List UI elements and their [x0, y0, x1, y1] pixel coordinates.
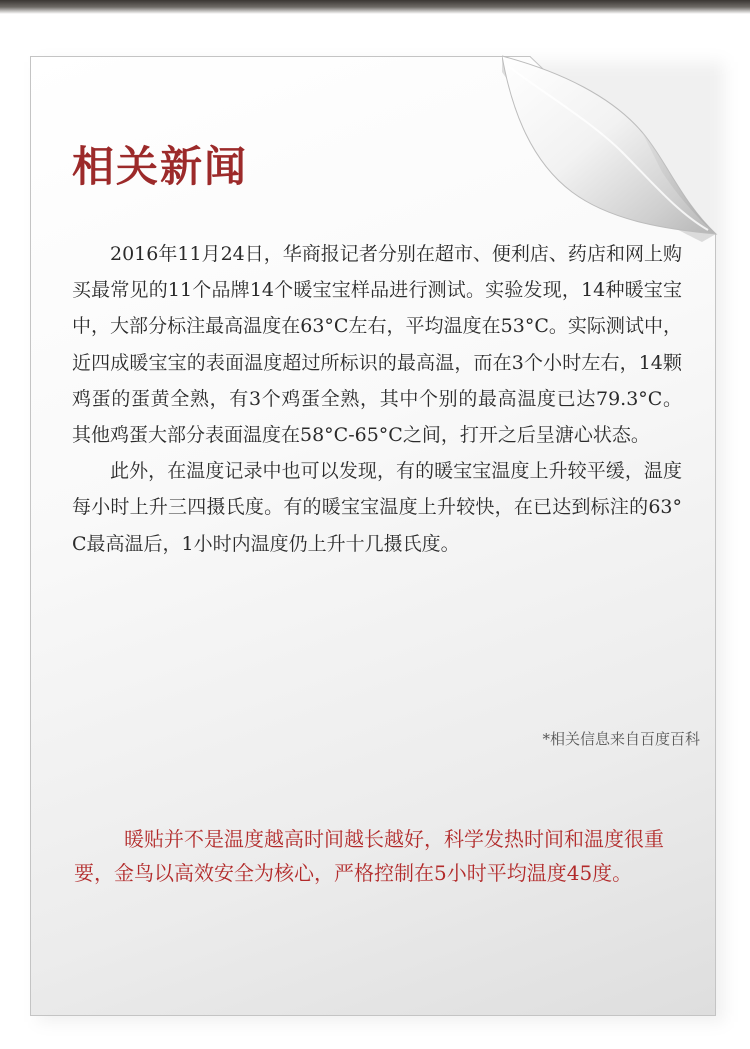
article-body	[72, 236, 682, 562]
highlight-statement: 暖贴并不是温度越高时间越长越好，科学发热时间和温度很重要，金鸟以高效安全为核心，严格控制在5小时平均温度45度。	[74, 827, 664, 885]
source-note: *相关信息来自百度百科	[542, 730, 700, 748]
body-paragraph: 2016年11月24日，华商报记者分别在超市、便利店、药店和网上购买最常见的11个品牌14个暖宝宝样品进行测试。实验发现，14种暖宝宝中，大部分标注最高温度在63°C左右，平均温度在53°C。实际测试中，近四成暖宝宝的表面温度超过所标识的最高温，而在3个小时左右，14颗鸡蛋的蛋黄全熟，有3个鸡蛋全熟，其中个别的最高温度已达79.3°C。其他鸡蛋大部分表面温度在58°C-65°C之间，打开之后呈溏心状态。	[72, 243, 682, 447]
body-paragraph: 此外，在温度记录中也可以发现，有的暖宝宝温度上升较平缓，温度每小时上升三四摄氏度。有的暖宝宝温度上升较快，在已达到标注的63°C最高温后，1小时内温度仍上升十几摄氏度。	[72, 460, 682, 555]
article-title: 相关新闻	[72, 142, 249, 191]
top-dark-band	[0, 0, 750, 14]
page-curl-icon	[502, 52, 722, 252]
